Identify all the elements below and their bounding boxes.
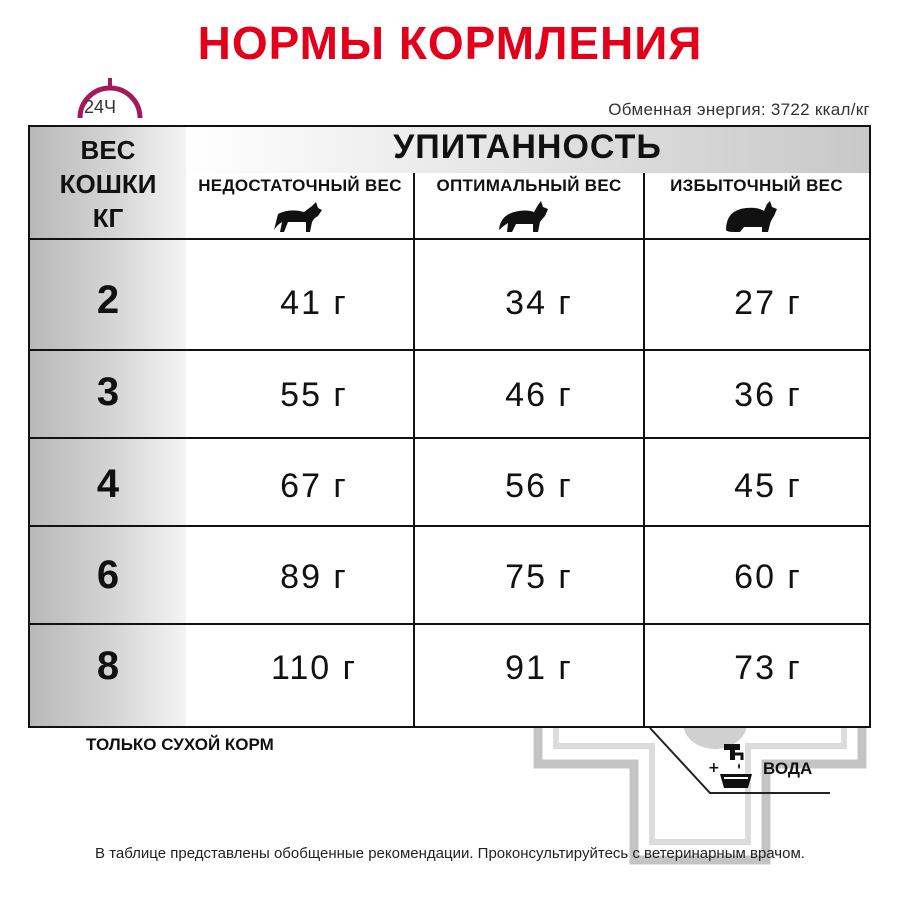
cat-ideal-icon bbox=[496, 200, 552, 234]
disclaimer: В таблице представлены обобщенные рекомендации. Проконсультируйтесь с ветеринарным врачом. bbox=[95, 845, 805, 862]
weight-header-line: ВЕС bbox=[80, 135, 136, 165]
amount-optimal: 75 г bbox=[505, 558, 573, 596]
amount-underweight: 89 г bbox=[280, 558, 348, 596]
amount-underweight: 110 г bbox=[270, 649, 358, 687]
amount-optimal: 34 г bbox=[505, 284, 573, 322]
nutrition-header: УПИТАННОСТЬ bbox=[393, 128, 662, 166]
page-title: НОРМЫ КОРМЛЕНИЯ bbox=[197, 17, 703, 69]
amount-underweight: 41 г bbox=[280, 284, 348, 322]
grid-line bbox=[643, 173, 645, 726]
svg-text:+: + bbox=[708, 760, 720, 776]
column-header-overweight: ИЗБЫТОЧНЫЙ ВЕС bbox=[670, 176, 843, 195]
weight-cell: 2 bbox=[96, 278, 120, 322]
amount-optimal: 91 г bbox=[505, 649, 573, 687]
weight-cell: 4 bbox=[96, 462, 120, 506]
water-label: ВОДА bbox=[763, 759, 813, 778]
cat-thin-icon bbox=[270, 200, 326, 234]
grid-line bbox=[30, 437, 869, 439]
amount-overweight: 27 г bbox=[734, 284, 802, 322]
energy-value: Обменная энергия: 3722 ккал/кг bbox=[608, 100, 870, 119]
weight-header-line: КГ bbox=[92, 203, 124, 233]
cat-overweight-icon bbox=[724, 200, 780, 234]
amount-overweight: 45 г bbox=[734, 467, 802, 505]
amount-underweight: 67 г bbox=[280, 467, 348, 505]
weight-cell: 3 bbox=[96, 370, 120, 414]
water-tap-bowl-icon bbox=[706, 742, 756, 792]
weight-header-line: КОШКИ bbox=[59, 169, 157, 199]
weight-cell: 6 bbox=[96, 553, 120, 597]
column-header-optimal: ОПТИМАЛЬНЫЙ ВЕС bbox=[436, 176, 622, 195]
grid-line bbox=[413, 173, 415, 726]
amount-optimal: 46 г bbox=[505, 376, 573, 414]
amount-underweight: 55 г bbox=[280, 376, 348, 414]
grid-line bbox=[30, 238, 869, 240]
dry-food-note: ТОЛЬКО СУХОЙ КОРМ bbox=[86, 735, 274, 754]
clock-label: 24Ч bbox=[84, 97, 117, 117]
amount-overweight: 60 г bbox=[734, 558, 802, 596]
weight-cell: 8 bbox=[96, 644, 120, 688]
weight-header bbox=[30, 133, 186, 235]
amount-optimal: 56 г bbox=[505, 467, 573, 505]
amount-overweight: 73 г bbox=[734, 649, 802, 687]
grid-line bbox=[30, 525, 869, 527]
amount-overweight: 36 г bbox=[734, 376, 802, 414]
column-header-underweight: НЕДОСТАТОЧНЫЙ ВЕС bbox=[198, 176, 402, 195]
grid-line bbox=[30, 623, 869, 625]
grid-line bbox=[30, 349, 869, 351]
